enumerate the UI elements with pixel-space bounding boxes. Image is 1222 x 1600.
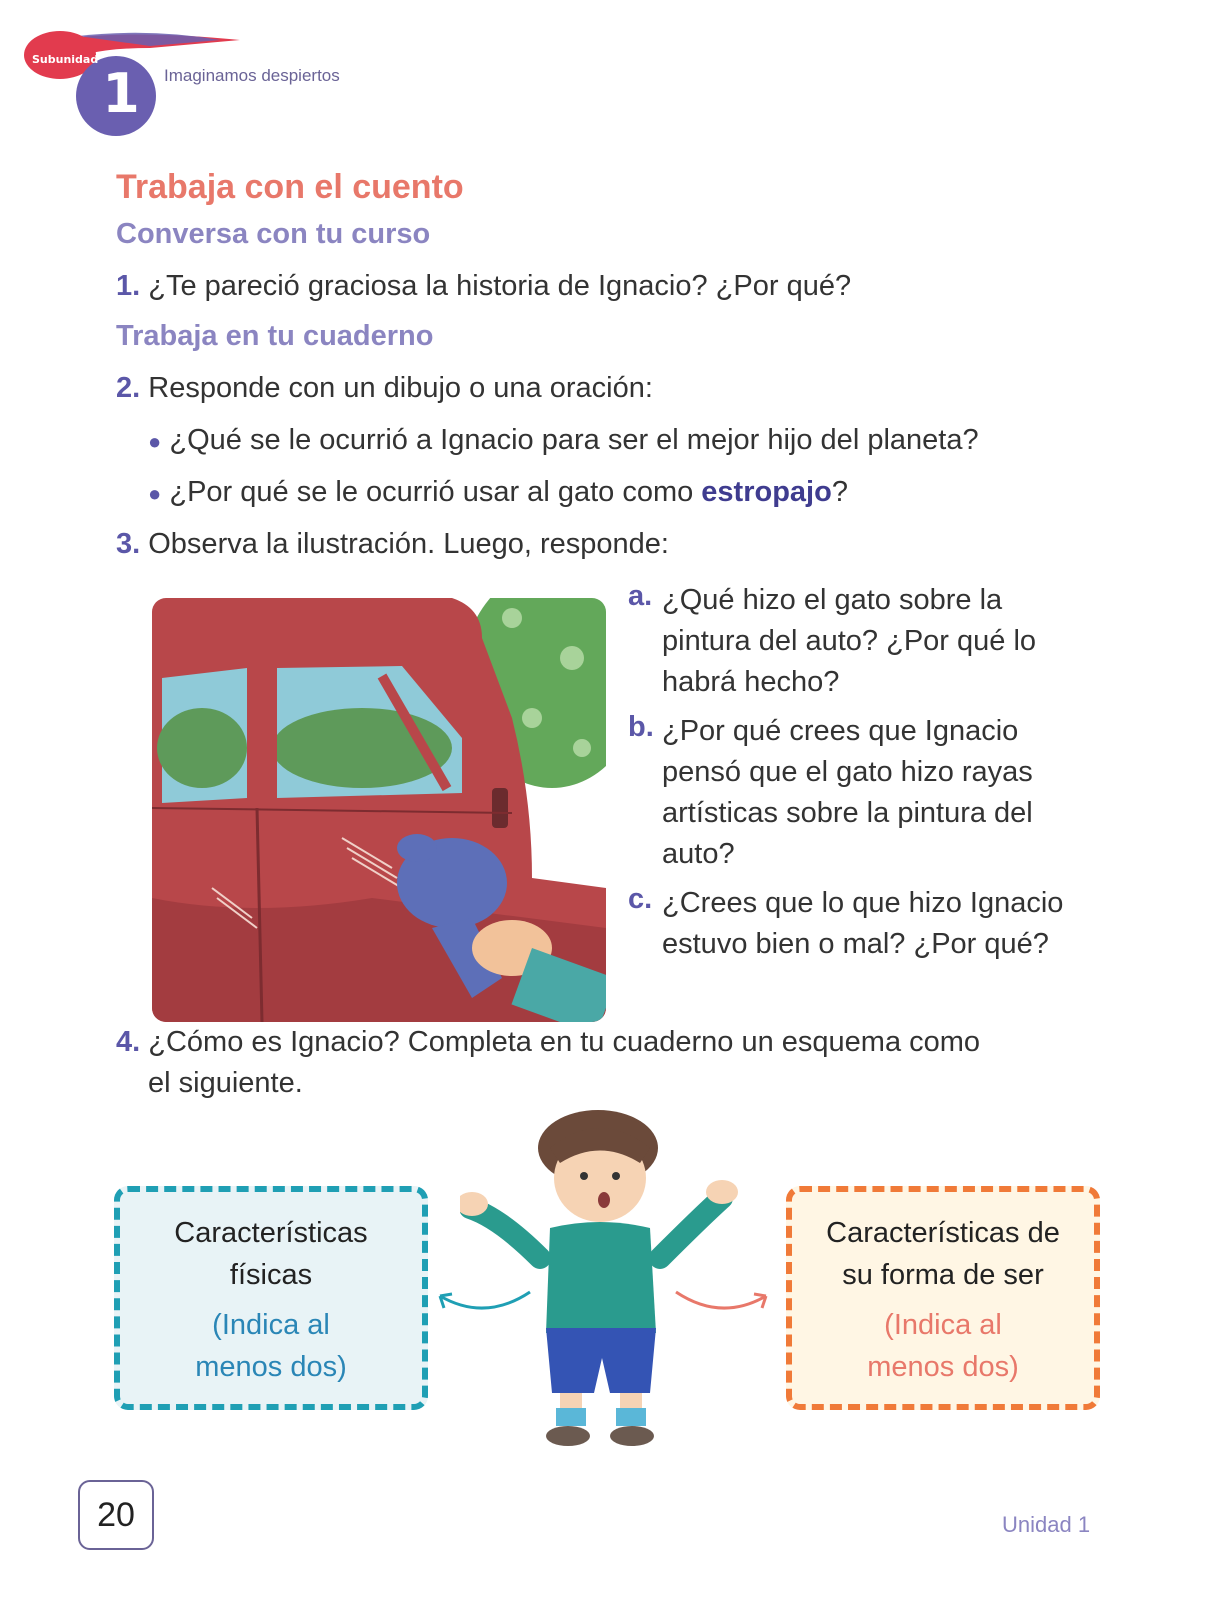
question-3-text: Observa la ilustración. Luego, responde: — [148, 528, 669, 560]
bullet-2-text-post: ? — [831, 476, 848, 508]
question-3a-letter: a. — [628, 580, 653, 612]
bullet-1-text: ¿Qué se le ocurrió a Ignacio para ser el mejor hijo del planeta? — [169, 424, 979, 456]
question-1-number: 1. — [116, 270, 141, 302]
section-title: Trabaja con el cuento — [116, 168, 464, 206]
page-number: 20 — [78, 1480, 154, 1550]
subunit-title: Imaginamos despiertos — [164, 66, 340, 85]
question-3a — [628, 580, 1052, 703]
subunit-label: Subunidad — [32, 53, 99, 66]
question-2 — [116, 372, 653, 405]
question-3c — [628, 883, 1082, 965]
question-2-bullet-2 — [148, 476, 848, 509]
bullet-2-bold-word: estropajo — [701, 476, 832, 508]
physical-traits-box — [114, 1186, 428, 1410]
question-4 — [116, 1022, 980, 1104]
question-3c-letter: c. — [628, 883, 653, 915]
question-2-number: 2. — [116, 372, 141, 404]
question-2-text: Responde con un dibujo o una oración: — [148, 372, 653, 404]
subheading-conversa: Conversa con tu curso — [116, 218, 431, 250]
car-cat-illustration — [152, 598, 606, 1022]
question-1 — [116, 270, 851, 303]
question-3a-text: ¿Qué hizo el gato sobre la pintura del auto? ¿Por qué lo habrá hecho? — [662, 584, 1037, 698]
physical-traits-title-1: Características — [174, 1217, 368, 1249]
bullet-icon: ● — [148, 481, 162, 506]
question-3c-text: ¿Crees que lo que hizo Ignacio estuvo bien o mal? ¿Por qué? — [662, 887, 1064, 960]
question-4-text-line2: el siguiente. — [148, 1067, 303, 1099]
question-4-text-line1: ¿Cómo es Ignacio? Completa en tu cuaderno un esquema como — [148, 1026, 981, 1058]
question-3 — [116, 528, 669, 561]
bullet-icon: ● — [148, 429, 162, 454]
question-3b-letter: b. — [628, 711, 654, 743]
subunit-number: 1 — [102, 62, 140, 125]
personality-traits-note-2: menos dos) — [867, 1351, 1019, 1383]
question-3b-text: ¿Por qué crees que Ignacio pensó que el gato hizo rayas artísticas sobre la pintura del auto? — [662, 715, 1033, 870]
question-2-bullet-1 — [148, 424, 979, 457]
question-1-text: ¿Te pareció graciosa la historia de Ignacio? ¿Por qué? — [148, 270, 852, 302]
bullet-2-text-pre: ¿Por qué se le ocurrió usar al gato como — [169, 476, 702, 508]
subheading-cuaderno: Trabaja en tu cuaderno — [116, 320, 434, 352]
physical-traits-note-1: (Indica al — [212, 1309, 330, 1341]
personality-traits-title-1: Características de — [826, 1217, 1060, 1249]
personality-traits-note-1: (Indica al — [884, 1309, 1002, 1341]
personality-traits-box — [786, 1186, 1100, 1410]
footer-unit-label: Unidad 1 — [1002, 1512, 1091, 1537]
physical-traits-note-2: menos dos) — [195, 1351, 347, 1383]
question-4-number: 4. — [116, 1026, 141, 1058]
ignacio-boy-illustration — [460, 1108, 740, 1448]
question-3-number: 3. — [116, 528, 141, 560]
physical-traits-title-2: físicas — [229, 1259, 313, 1291]
question-3b — [628, 711, 1062, 875]
personality-traits-title-2: su forma de ser — [842, 1259, 1044, 1291]
